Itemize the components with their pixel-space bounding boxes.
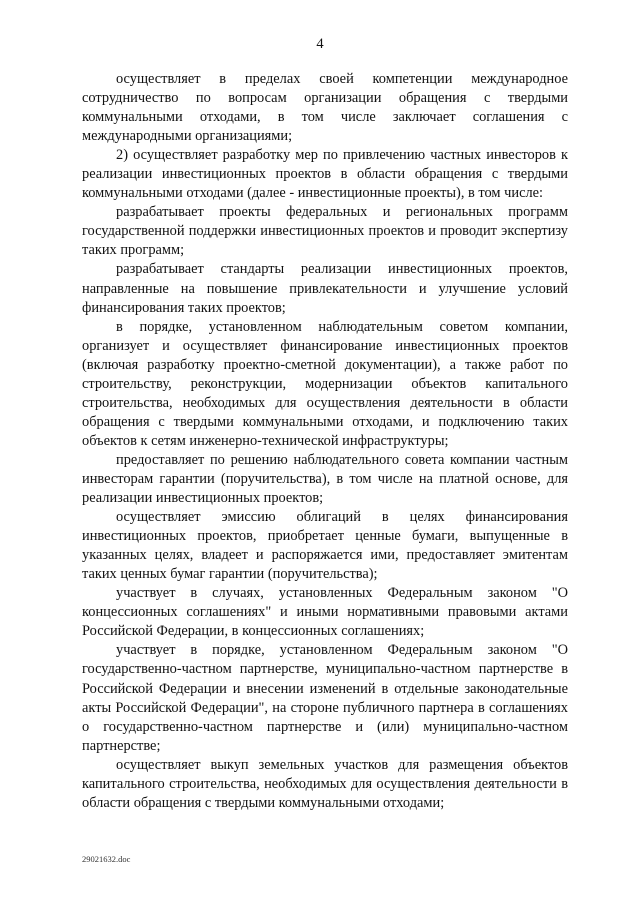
paragraph-programs: разрабатывает проекты федеральных и региональных программ государственной поддержки инвестиционных проектов и проводит экспертизу таких программ; xyxy=(82,204,568,259)
paragraph-land-purchase: осуществляет выкуп земельных участков для размещения объектов капитального строительства, необходимых для осуществления деятельности в области обращения с твердыми коммунальными отходами; xyxy=(82,756,568,811)
document-footer-code: 29021632.doc xyxy=(82,854,131,864)
paragraph-ppp: участвует в порядке, установленном Федеральным законом "О государственно-частном партнерстве, муниципально-частном партнерстве в Российской Федерации и внесении изменений в отдельные законодательные акты Российской Федерации", на стороне публичного партнера в соглашениях о государственно-частном партнерстве и (или) муниципально-частном партнерстве; xyxy=(82,642,568,754)
paragraph-bonds: осуществляет эмиссию облигаций в целях финансирования инвестиционных проектов, приобретает ценные бумаги, выпущенные в указанных целях, владеет и распоряжается ими, предоставляет эмитентам таких ценных бумаг гарантии (поручительства); xyxy=(82,509,568,583)
paragraph-financing: в порядке, установленном наблюдательным советом компании, организует и осуществляет финансирование инвестиционных проектов (включая разработку проектно-сметной документации), а также работ по строительству, реконструкции, модернизации объектов капитального строительства, необходимых для осуществления деятельности в области обращения с твердыми коммунальными отходами, и подключению таких объектов к сетям инженерно-технической инфраструктуры; xyxy=(82,318,568,449)
paragraph-standards: разрабатывает стандарты реализации инвестиционных проектов, направленные на повышение привлекательности и улучшение условий финансирования таких проектов; xyxy=(82,261,568,316)
paragraph-concessions: участвует в случаях, установленных Федеральным законом "О концессионных соглашениях" и иными нормативными правовыми актами Российской Федерации, в концессионных соглашениях; xyxy=(82,585,568,640)
paragraph-guarantees: предоставляет по решению наблюдательного совета компании частным инвесторам гарантии (поручительства), в том числе на платной основе, для реализации инвестиционных проектов; xyxy=(82,451,568,507)
paragraph-investor-measures: 2) осуществляет разработку мер по привлечению частных инвесторов к реализации инвестиционных проектов в области обращения с твердыми коммунальными отходами (далее - инвестиционные проекты), в том числе: xyxy=(82,147,568,202)
paragraph-international-cooperation: осуществляет в пределах своей компетенции международное сотрудничество по вопросам организации обращения с твердыми коммунальными отходами, в том числе заключает соглашения с международными организациями; xyxy=(82,71,568,145)
document-body xyxy=(82,70,568,813)
page-number: 4 xyxy=(316,36,324,52)
